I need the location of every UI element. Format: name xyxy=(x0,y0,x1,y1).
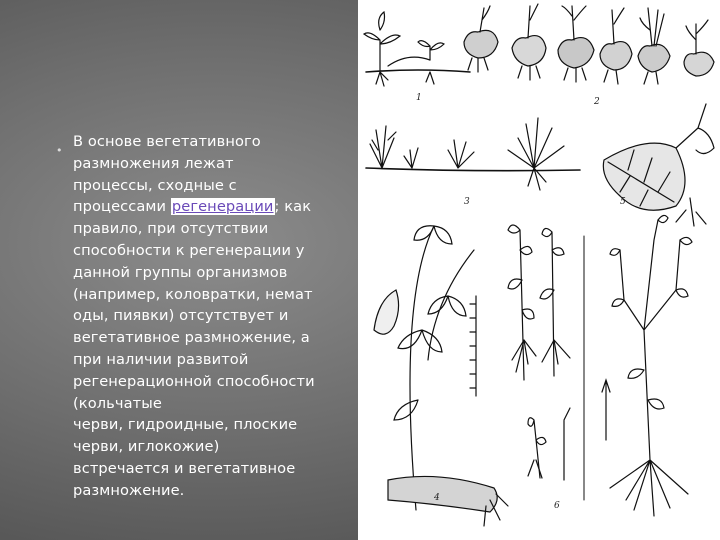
figure-label: 3 xyxy=(464,197,470,207)
text-line: встречается и вегетативное xyxy=(73,459,296,477)
text-fragment: процессами xyxy=(73,198,167,216)
text-line: способности к регенерации у xyxy=(73,241,305,259)
layering-plant-drawing xyxy=(374,226,508,526)
body-paragraph xyxy=(73,131,355,502)
figure-label: 2 xyxy=(594,97,600,107)
leaf-drawing xyxy=(603,104,714,226)
text-line: (например, коловратки, немат xyxy=(73,285,313,303)
text-line: (кольчатые xyxy=(73,394,162,412)
text-line: оды, пиявки) отсутствует и xyxy=(73,307,289,325)
bulbs-drawing xyxy=(464,4,714,84)
text-line: процессы, сходные с xyxy=(73,176,237,194)
text-line: В основе вегетативного xyxy=(73,133,261,150)
text-line: регенерационной способности xyxy=(73,372,315,390)
text-line: вегетативное размножение, а xyxy=(73,329,310,347)
runner-plant-drawing xyxy=(364,12,470,86)
text-panel xyxy=(0,0,358,540)
figure-label: 1 xyxy=(416,93,422,103)
tall-plant-drawing xyxy=(602,215,692,516)
text-line: черви, гидроидные, плоские xyxy=(73,416,298,434)
text-line: при наличии развитой xyxy=(73,350,249,368)
text-line: правило, при отсутствии xyxy=(73,220,269,238)
plant-illustration xyxy=(358,0,720,540)
plant-drawings-svg xyxy=(358,0,720,540)
cuttings-drawing xyxy=(508,225,584,500)
figure-label: 5 xyxy=(620,197,626,207)
figure-label: 6 xyxy=(554,501,560,511)
text-line: размножение. xyxy=(73,481,185,499)
regeneration-link[interactable]: регенерации xyxy=(171,198,274,216)
rhizome-shrubs-drawing xyxy=(366,118,580,190)
text-line: размножения лежат xyxy=(73,154,234,172)
figure-label: 4 xyxy=(434,493,440,503)
text-line-with-link xyxy=(73,196,355,218)
text-line: черви, иглокожие) xyxy=(73,438,220,456)
bullet-icon: • xyxy=(56,144,63,157)
text-line: данной группы организмов xyxy=(73,263,288,281)
text-fragment: ; как xyxy=(274,198,312,216)
